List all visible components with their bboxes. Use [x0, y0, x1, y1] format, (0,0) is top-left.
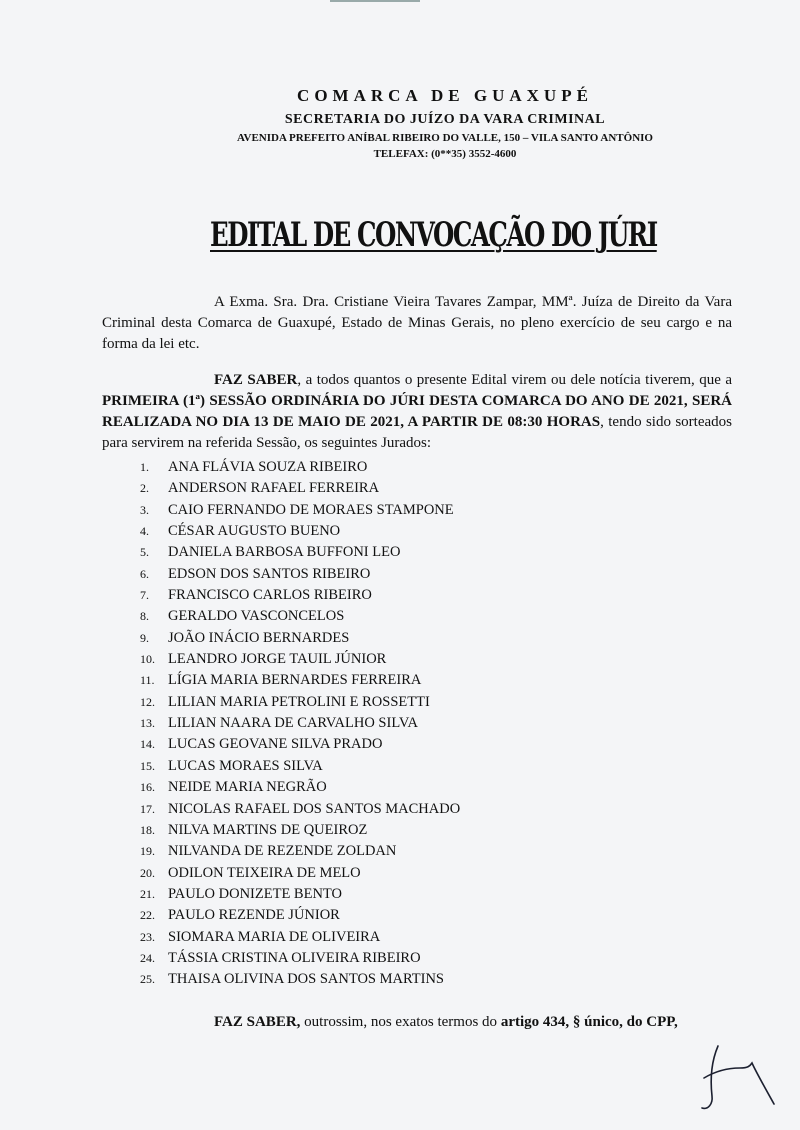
faz-saber-text-a: , a todos quantos o presente Edital virem ou dele notícia tiverem, que a — [297, 372, 732, 388]
jurado-name: LILIAN MARIA PETROLINI E ROSSETTI — [168, 693, 430, 710]
secretaria-heading: SECRETARIA DO JUÍZO DA VARA CRIMINAL — [284, 112, 606, 127]
jurado-list-item — [140, 715, 460, 736]
jurado-number: 3. — [140, 502, 149, 517]
address-line: AVENIDA PREFEITO ANÍBAL RIBEIRO DO VALLE, 150 – VILA SANTO ANTÔNIO — [237, 132, 653, 144]
jurado-name: DANIELA BARBOSA BUFFONI LEO — [168, 544, 401, 561]
jurado-list-item — [140, 672, 460, 693]
jurado-list-item — [140, 502, 460, 523]
jurado-number: 5. — [140, 545, 149, 560]
jurado-name: PAULO DONIZETE BENTO — [168, 885, 342, 902]
jurado-name: THAISA OLIVINA DOS SANTOS MARTINS — [168, 971, 444, 988]
comarca-heading: COMARCA DE GUAXUPÉ — [297, 86, 593, 105]
jurado-list-item — [140, 779, 460, 800]
jurado-list-item — [140, 651, 460, 672]
jurado-number: 8. — [140, 609, 149, 624]
jurado-number: 16. — [140, 780, 155, 795]
jurado-list-item — [140, 822, 460, 843]
jurado-number: 11. — [140, 673, 155, 688]
jurado-list-item — [140, 736, 460, 757]
jurado-list-item — [140, 544, 460, 565]
faz-saber-text-2: outrossim, nos exatos termos do — [300, 1014, 501, 1030]
jurado-number: 9. — [140, 630, 149, 645]
jurado-name: FRANCISCO CARLOS RIBEIRO — [168, 587, 372, 604]
jurado-list-item — [140, 694, 460, 715]
jurado-name: LUCAS GEOVANE SILVA PRADO — [168, 736, 383, 753]
rubric-signature — [690, 1038, 790, 1118]
jurado-list-item — [140, 929, 460, 950]
jurado-number: 19. — [140, 844, 155, 859]
jurado-number: 21. — [140, 886, 155, 901]
jurado-list-item — [140, 566, 460, 587]
jurado-list-item — [140, 950, 460, 971]
jurado-name: NICOLAS RAFAEL DOS SANTOS MACHADO — [168, 800, 461, 817]
jurado-list-item — [140, 758, 460, 779]
jurado-name: EDSON DOS SANTOS RIBEIRO — [168, 565, 371, 582]
jurado-name: ANA FLÁVIA SOUZA RIBEIRO — [168, 459, 368, 475]
jurado-name: TÁSSIA CRISTINA OLIVEIRA RIBEIRO — [168, 949, 421, 966]
jurado-name: JOÃO INÁCIO BERNARDES — [168, 629, 350, 646]
jurado-name: NILVANDA DE REZENDE ZOLDAN — [168, 843, 397, 860]
jurado-list-item — [140, 801, 460, 822]
jurado-name: ODILON TEIXEIRA DE MELO — [168, 864, 361, 881]
jurado-number: 7. — [140, 588, 149, 603]
jurado-list-item — [140, 587, 460, 608]
intro-paragraph: A Exma. Sra. Dra. Cristiane Vieira Tavares Zampar, MMª. Juíza de Direito da Vara Criminal desta Comarca de Guaxupé, Estado de Minas Gerais, no pleno exercício de seu cargo e na forma da lei etc. — [102, 294, 732, 352]
article-reference: artigo 434, § único, do CPP, — [500, 1014, 678, 1030]
jurado-number: 25. — [140, 972, 155, 987]
jurado-number: 20. — [140, 865, 155, 880]
jurado-name: NEIDE MARIA NEGRÃO — [168, 779, 327, 796]
jurado-number: 2. — [140, 481, 149, 496]
faz-saber-text-b: , tendo sido sorteados para servirem na referida Sessão, os seguintes Jurados: — [102, 414, 732, 451]
jurado-list-item — [140, 865, 460, 886]
jurado-name: CÉSAR AUGUSTO BUENO — [168, 523, 341, 540]
document-header — [0, 86, 800, 160]
jurado-number: 24. — [140, 950, 155, 965]
faz-saber-paragraph — [102, 370, 732, 454]
session-info-bold: PRIMEIRA (1ª) SESSÃO ORDINÁRIA DO JÚRI DESTA COMARCA DO ANO DE 2021, SERÁ REALIZADA NO DIA 13 DE MAIO DE 2021, A PARTIR DE 08:30 HORAS — [102, 393, 732, 430]
jurado-list-item — [140, 523, 460, 544]
jurado-number: 10. — [140, 652, 155, 667]
jurado-number: 14. — [140, 737, 155, 752]
document-title: EDITAL DE CONVOCAÇÃO DO JÚRI — [210, 215, 657, 255]
jurado-name: SIOMARA MARIA DE OLIVEIRA — [168, 928, 381, 945]
jurado-name: NILVA MARTINS DE QUEIROZ — [168, 821, 368, 838]
jurado-name: PAULO REZENDE JÚNIOR — [168, 907, 340, 924]
jurado-list-item — [140, 843, 460, 864]
jurado-number: 1. — [140, 460, 149, 474]
jurado-name: LEANDRO JORGE TAUIL JÚNIOR — [168, 651, 387, 668]
jurado-list-item — [140, 480, 460, 501]
jurado-name: ANDERSON RAFAEL FERREIRA — [168, 480, 380, 497]
jurado-list-item — [140, 608, 460, 629]
jurado-list-item — [140, 886, 460, 907]
jurado-number: 22. — [140, 908, 155, 923]
jurado-list-item — [140, 459, 460, 480]
jurados-list — [140, 459, 460, 993]
jurado-number: 18. — [140, 822, 155, 837]
jurado-name: GERALDO VASCONCELOS — [168, 608, 345, 625]
jurado-number: 23. — [140, 929, 155, 944]
telefax-line: TELEFAX: (0**35) 3552-4600 — [373, 148, 517, 160]
jurado-number: 12. — [140, 694, 155, 709]
faz-saber-bold-2: FAZ SABER, — [214, 1014, 301, 1030]
faz-saber-bold: FAZ SABER — [214, 372, 298, 388]
jurado-number: 15. — [140, 758, 155, 773]
jurado-number: 13. — [140, 716, 155, 731]
jurado-name: LILIAN NAARA DE CARVALHO SILVA — [168, 715, 418, 732]
jurado-list-item — [140, 630, 460, 651]
jurado-name: CAIO FERNANDO DE MORAES STAMPONE — [168, 501, 454, 518]
scan-edge-mark — [330, 0, 420, 2]
jurado-name: LÍGIA MARIA BERNARDES FERREIRA — [168, 672, 422, 689]
jurado-number: 17. — [140, 801, 155, 816]
jurado-list-item — [140, 971, 460, 992]
jurado-number: 6. — [140, 566, 149, 581]
jurado-number: 4. — [140, 524, 149, 539]
jurado-list-item — [140, 907, 460, 928]
jurado-name: LUCAS MORAES SILVA — [168, 757, 323, 774]
second-faz-saber-paragraph — [102, 1014, 732, 1031]
